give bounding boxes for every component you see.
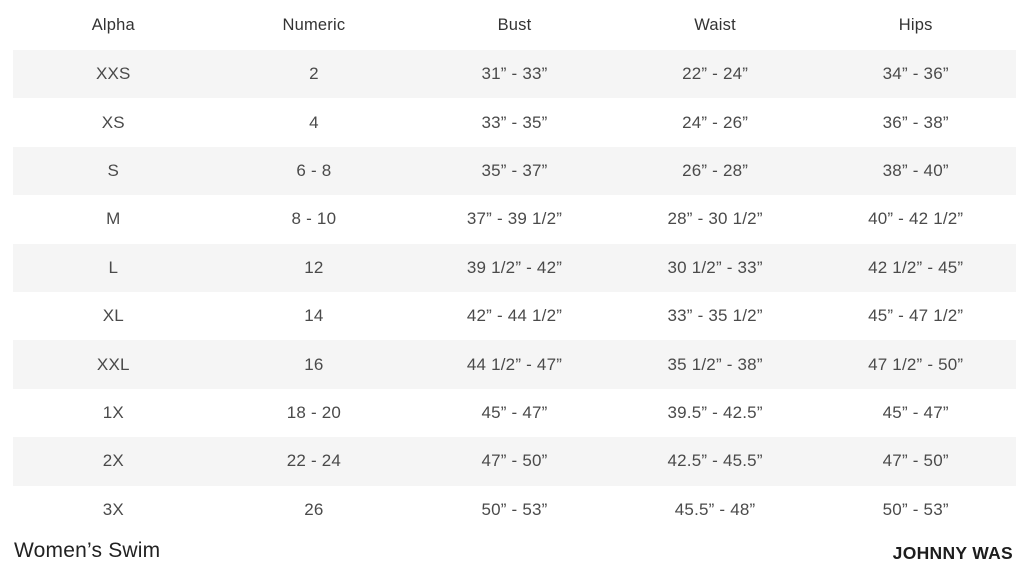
table-cell: 45” - 47” [882,402,949,422]
table-cell: 31” - 33” [481,64,548,84]
table-cell: 28” - 30 1/2” [667,209,763,229]
table-row [13,389,1016,437]
table-cell: 33” - 35 1/2” [667,306,763,326]
table-cell: 26” - 28” [682,160,749,180]
table-cell: 12 [304,257,324,277]
table-row [13,50,1016,98]
table-cell: 42 1/2” - 45” [868,257,964,277]
table-cell: 14 [304,306,324,326]
table-cell: 47 1/2” - 50” [868,354,964,374]
table-cell: 6 - 8 [296,160,332,180]
table-cell: S [107,160,120,180]
table-row [13,437,1016,485]
table-cell: 36” - 38” [882,112,949,132]
table-row [13,486,1016,534]
table-row [13,195,1016,243]
table-cell: 22 - 24 [286,451,342,471]
table-cell: 4 [309,112,319,132]
column-header-alpha: Alpha [91,15,135,34]
table-header-row [13,0,1016,50]
table-row [13,340,1016,388]
column-header-bust: Bust [497,15,532,34]
table-cell: 18 - 20 [286,402,342,422]
table-cell: 1X [102,402,124,422]
table-cell: 47” - 50” [882,451,949,471]
brand-logo: JOHNNY WAS [892,543,1013,563]
table-cell: 35” - 37” [481,160,548,180]
table-cell: 45” - 47” [481,402,548,422]
table-cell: 47” - 50” [481,451,548,471]
table-cell: 45.5” - 48” [674,499,756,519]
table-cell: 2X [102,451,124,471]
column-header-numeric: Numeric [282,15,346,34]
table-cell: 40” - 42 1/2” [868,209,964,229]
table-cell: M [106,209,121,229]
table-cell: XXS [95,64,131,84]
size-chart-table [13,0,1016,534]
footer [0,534,1024,576]
table-cell: XXL [96,354,130,374]
column-header-waist: Waist [694,15,736,34]
table-cell: 42” - 44 1/2” [466,306,563,326]
table-cell: 33” - 35” [481,112,548,132]
table-cell: 2 [309,64,319,84]
table-row [13,292,1016,340]
table-cell: 44 1/2” - 47” [466,354,563,374]
table-cell: 26 [304,499,324,519]
table-cell: 50” - 53” [882,499,949,519]
table-cell: 38” - 40” [882,160,949,180]
table-cell: XS [101,112,125,132]
table-cell: 3X [102,499,124,519]
table-cell: 42.5” - 45.5” [667,451,763,471]
table-body [13,50,1016,534]
table-cell: 39 1/2” - 42” [466,257,563,277]
table-cell: 45” - 47 1/2” [868,306,964,326]
table-row [13,147,1016,195]
table-cell: 37” - 39 1/2” [466,209,563,229]
table-row [13,244,1016,292]
table-cell: 16 [304,354,324,374]
table-cell: 50” - 53” [481,499,548,519]
table-row [13,98,1016,146]
table-cell: XL [102,306,124,326]
table-cell: 39.5” - 42.5” [667,402,763,422]
table-cell: L [108,257,119,277]
table-cell: 30 1/2” - 33” [667,257,763,277]
table-cell: 34” - 36” [882,64,949,84]
chart-title: Women’s Swim [14,539,161,562]
table-cell: 24” - 26” [682,112,749,132]
column-header-hips: Hips [898,15,933,34]
table-cell: 8 - 10 [291,209,337,229]
table-cell: 35 1/2” - 38” [667,354,763,374]
table-cell: 22” - 24” [682,64,749,84]
